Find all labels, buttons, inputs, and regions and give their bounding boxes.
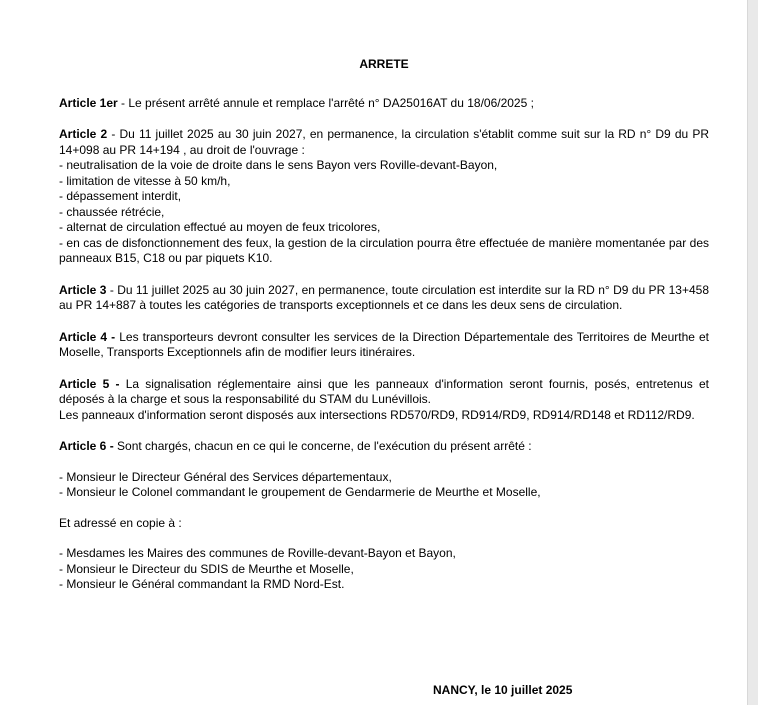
article-5 <box>59 377 709 408</box>
signature-line: NANCY, le 10 juillet 2025 <box>433 683 573 697</box>
article-5-label: Article 5 - <box>59 376 120 391</box>
article-5-text-2: Les panneaux d'information seront disposés aux intersections RD570/RD9, RD914/RD9, RD914/RD148 et RD112/RD9. <box>59 407 695 422</box>
article-4-text: Les transporteurs devront consulter les services de la Direction Départementale des Territoires de Meurthe et Moselle, Transports Exceptionnels afin de modifier leurs itinéraires. <box>59 329 709 359</box>
document-title: ARRETE <box>359 57 409 71</box>
article-2-intro <box>59 127 709 158</box>
article-1 <box>59 96 709 112</box>
article-6-item: - Monsieur le Colonel commandant le groupement de Gendarmerie de Meurthe et Moselle, <box>59 485 541 499</box>
article-2-item-last: - en cas de disfonctionnement des feux, la gestion de la circulation pourra être effectuée de manière momentanée par des panneaux B15, C18 ou par piquets K10. <box>59 235 709 265</box>
article-3-label: Article 3 <box>59 282 107 297</box>
article-1-text: - Le présent arrêté annule et remplace l'arrêté n° DA25016AT du 18/06/2025 ; <box>117 95 534 110</box>
article-4-label: Article 4 - <box>59 329 116 344</box>
article-3-text: - Du 11 juillet 2025 au 30 juin 2027, en permanence, toute circulation est interdite sur la RD n° D9 du PR 13+458 au PR 14+887 à toutes les catégories de transports exceptionnels et ce dans les deux sens de circulation. <box>59 282 709 312</box>
copy-item: - Monsieur le Général commandant la RMD Nord-Est. <box>59 577 345 591</box>
article-3 <box>59 283 709 314</box>
article-1-label: Article 1er <box>59 95 118 110</box>
article-2-item: - chaussée rétrécie, <box>59 204 165 219</box>
article-6 <box>59 439 709 455</box>
copy-heading: Et adressé en copie à : <box>59 515 182 530</box>
article-2-item: - limitation de vitesse à 50 km/h, <box>59 173 231 188</box>
copy-item: - Mesdames les Maires des communes de Roville-devant-Bayon et Bayon, <box>59 546 456 560</box>
article-5-text: La signalisation réglementaire ainsi que les panneaux d'information seront fournis, posés, entretenus et déposés à la charge et sous la responsabilité du STAM du Lunévillois. <box>59 376 709 406</box>
document-body <box>59 57 709 593</box>
article-2-item: - dépassement interdit, <box>59 189 182 203</box>
article-6-label: Article 6 - <box>59 439 114 453</box>
copy-item: - Monsieur le Directeur du SDIS de Meurthe et Moselle, <box>59 561 354 576</box>
article-2-text: - Du 11 juillet 2025 au 30 juin 2027, en permanence, la circulation s'établit comme suit sur la RD n° D9 du PR 14+098 au PR 14+194 , au droit de l'ouvrage : <box>59 127 710 157</box>
article-2-item: - neutralisation de la voie de droite dans le sens Bayon vers Roville-devant-Bayon, <box>59 158 498 172</box>
article-2-label: Article 2 <box>59 127 108 141</box>
article-6-item: - Monsieur le Directeur Général des Services départementaux, <box>59 469 392 484</box>
article-2-item: - alternat de circulation effectué au moyen de feux tricolores, <box>59 220 381 234</box>
article-6-text: Sont chargés, chacun en ce qui le concerne, de l'exécution du présent arrêté : <box>113 439 532 453</box>
article-4 <box>59 330 709 361</box>
